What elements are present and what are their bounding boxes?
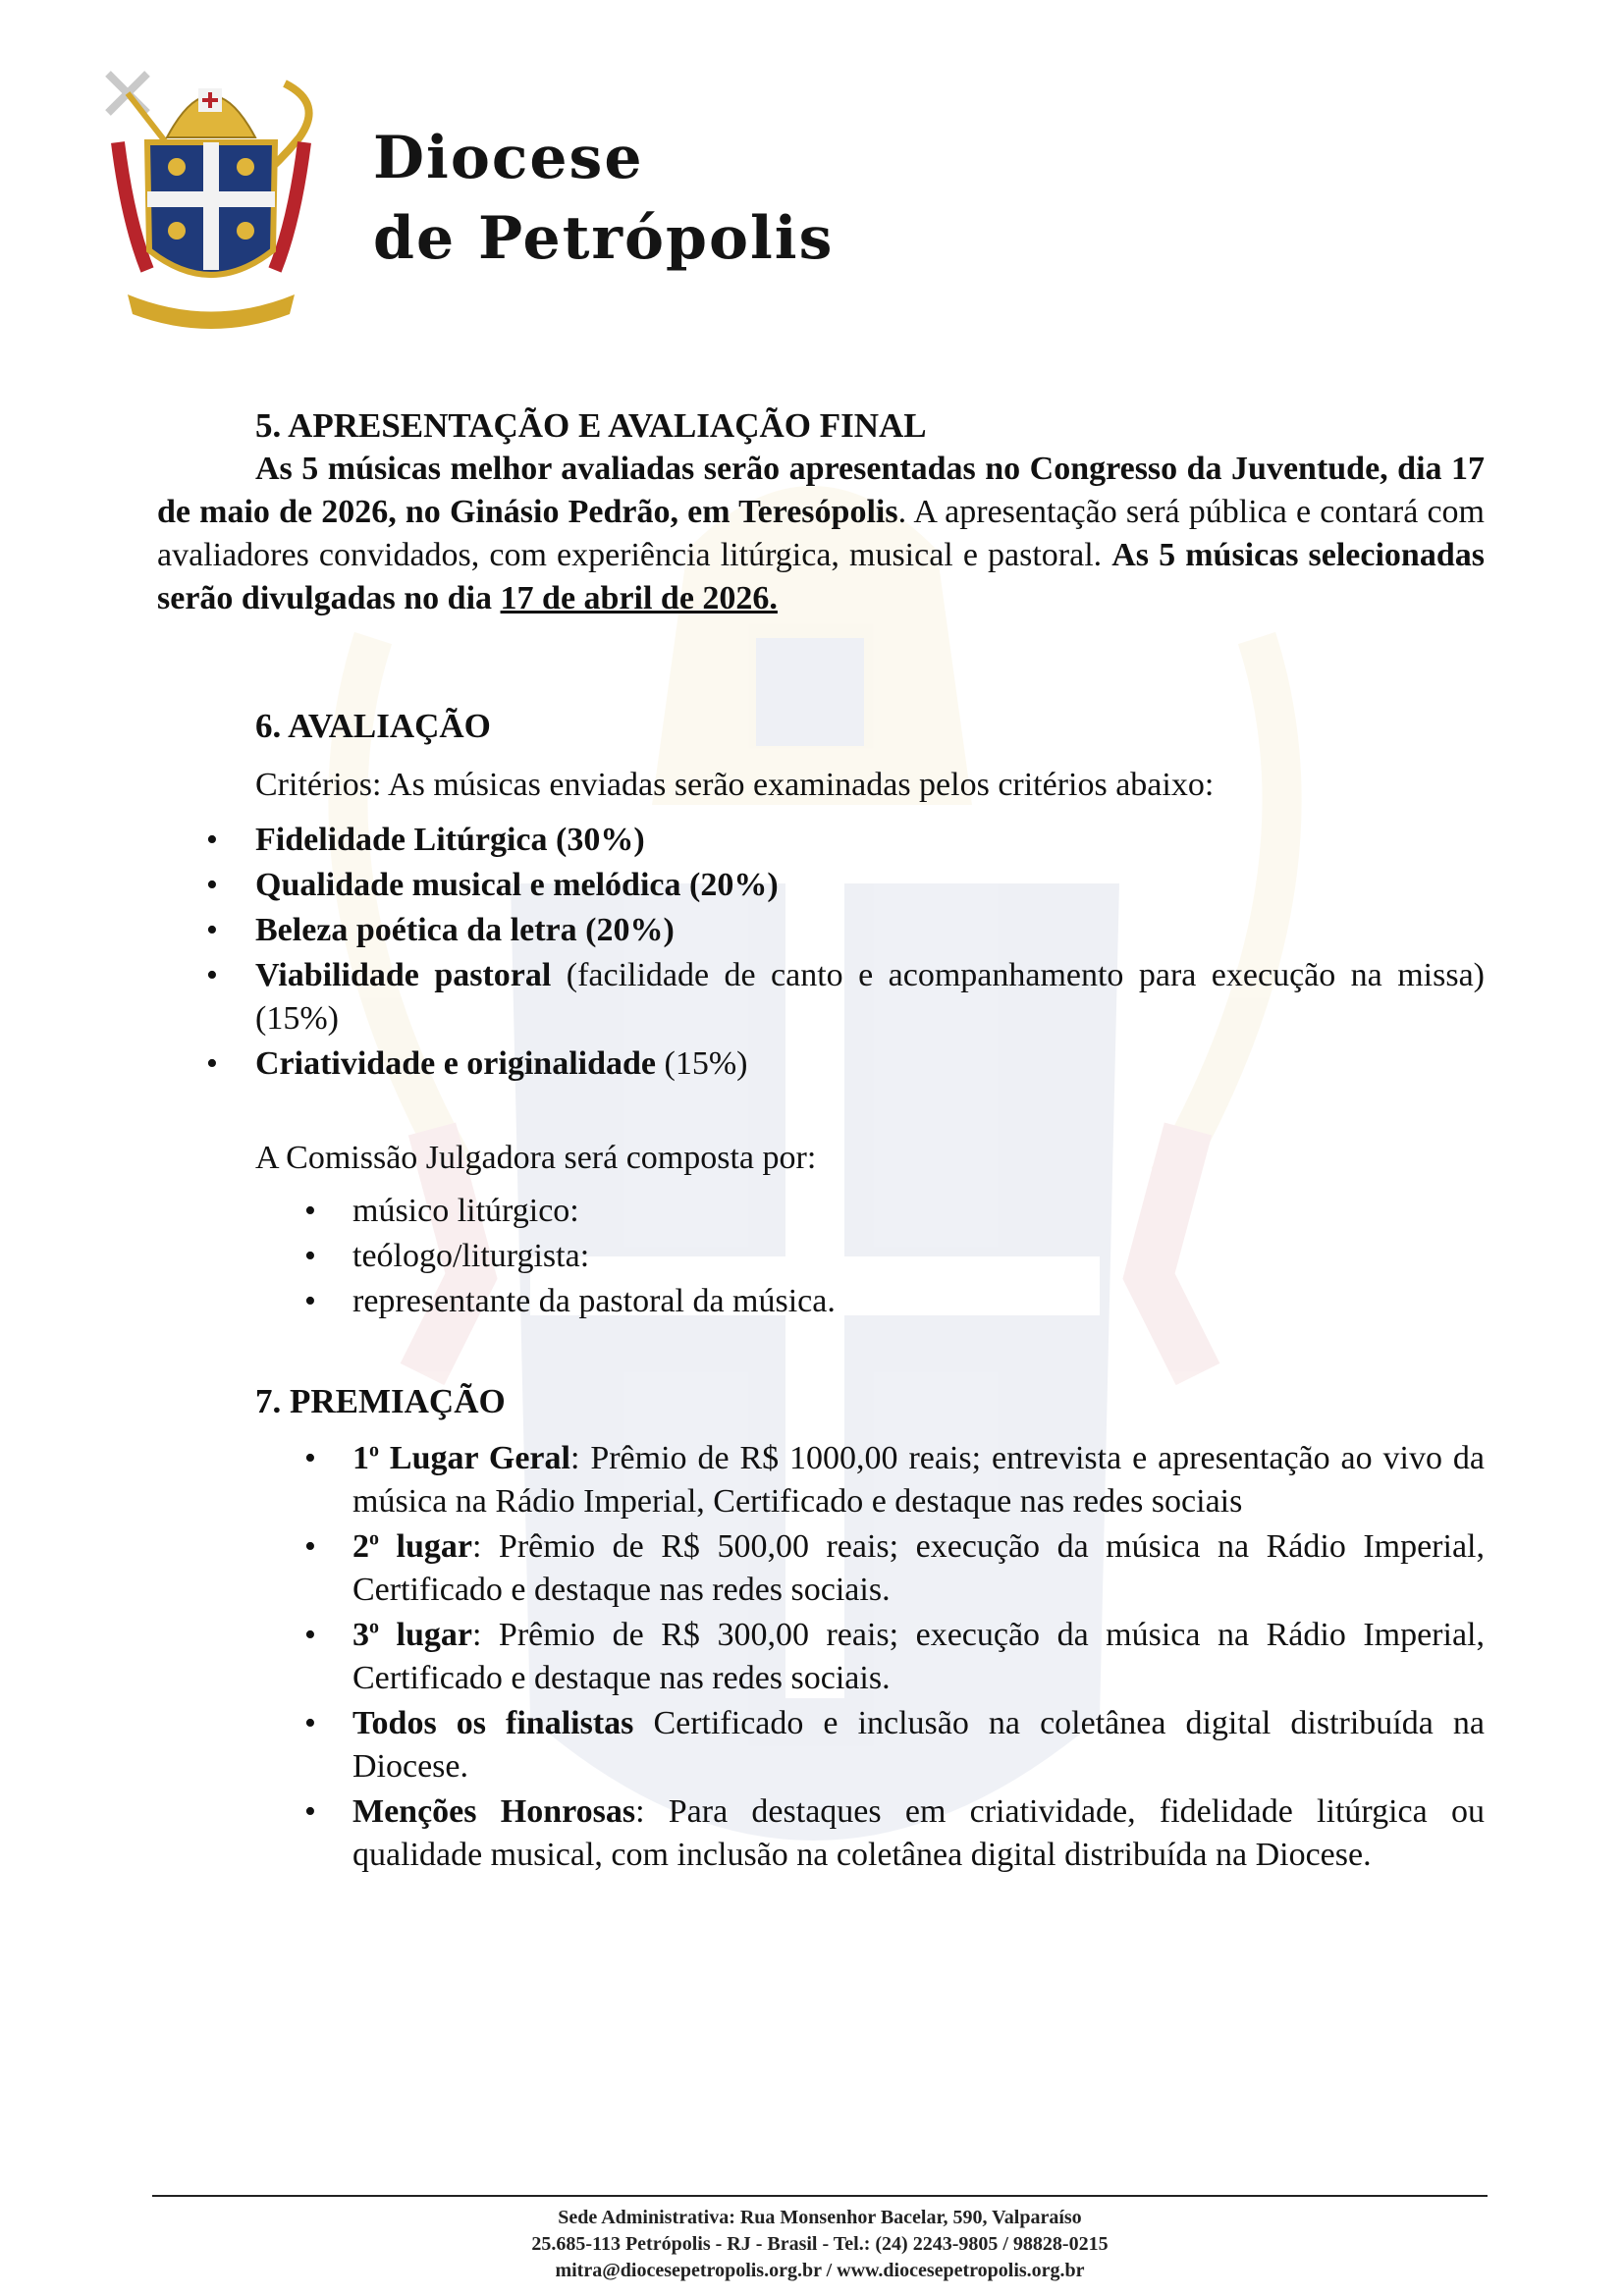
commission-list	[157, 1190, 1485, 1323]
criterion-detail: (facilidade de canto e acompanhamento para execução na missa) (15%)	[255, 957, 1485, 1037]
bullet-icon: •	[304, 1528, 316, 1565]
prize-rank-ordinal: o	[369, 1527, 379, 1550]
commission-intro: A Comissão Julgadora será composta por:	[255, 1140, 817, 1176]
criterion-name: Criatividade e originalidade	[255, 1045, 656, 1082]
criterion-name: Viabilidade pastoral	[255, 957, 552, 993]
prize-rank-ordinal: o	[369, 1439, 379, 1462]
prize-detail: : Para destaques em criatividade, fidelidade litúrgica ou qualidade musical, com inclusão na coletânea digital distribuída na Diocese.	[352, 1793, 1485, 1873]
list-item	[157, 1190, 1485, 1233]
bullet-icon: •	[304, 1238, 316, 1274]
diocese-name-line1: Diocese	[373, 124, 644, 192]
prize-detail: : Prêmio de R$ 500,00 reais; execução da música na Rádio Imperial, Certificado e destaque nas redes sociais.	[352, 1528, 1485, 1608]
bullet-icon: •	[206, 912, 218, 948]
bullet-icon: •	[206, 822, 218, 858]
commission-member: teólogo/liturgista:	[352, 1238, 590, 1274]
criterion-detail: (15%)	[656, 1045, 748, 1082]
list-item	[157, 1525, 1485, 1612]
list-item	[157, 1702, 1485, 1789]
prize-detail: : Prêmio de R$ 1000,00 reais; entrevista e apresentação ao vivo da música na Rádio Imperial, Certificado e destaque nas redes sociais	[352, 1440, 1485, 1520]
list-item	[157, 909, 1485, 952]
list-item	[157, 1235, 1485, 1278]
criterion-name: Fidelidade Litúrgica (30%)	[255, 822, 645, 858]
list-item	[157, 1437, 1485, 1523]
list-item	[157, 1042, 1485, 1086]
prize-rank-number: 3	[352, 1617, 369, 1653]
bullet-icon: •	[304, 1793, 316, 1830]
diocese-name	[373, 118, 834, 279]
diocese-name-line2: de Petrópolis	[373, 204, 835, 273]
prize-name: Lugar Geral	[379, 1440, 570, 1476]
bullet-icon: •	[304, 1283, 316, 1319]
footer-phone: 25.685-113 Petrópolis - RJ - Brasil - Tel.: (24) 2243-9805 / 98828-0215	[531, 2233, 1109, 2255]
criteria-intro: Critérios: As músicas enviadas serão examinadas pelos critérios abaixo:	[255, 767, 1215, 803]
document-body	[157, 404, 1485, 1879]
list-item	[157, 1614, 1485, 1700]
commission-member: músico litúrgico:	[352, 1193, 579, 1229]
prize-name: Todos os finalistas	[352, 1705, 634, 1741]
section5-bold-text: As 5 músicas melhor avaliadas serão apresentadas no Congresso da Juventude, dia 17 de maio de 2026, no Ginásio Pedrão, em Teresópolis	[157, 451, 1485, 530]
criterion-name: Qualidade musical e melódica (20%)	[255, 867, 779, 903]
list-item	[157, 1280, 1485, 1323]
list-item	[157, 1790, 1485, 1877]
bullet-icon: •	[304, 1705, 316, 1741]
prize-name: lugar	[379, 1617, 472, 1653]
criterion-name: Beleza poética da letra (20%)	[255, 912, 675, 948]
commission-member: representante da pastoral da música.	[352, 1283, 836, 1319]
prize-rank-number: 2	[352, 1528, 369, 1565]
bullet-icon: •	[304, 1193, 316, 1229]
coat-of-arms-logo	[88, 44, 334, 348]
prize-rank-ordinal: o	[369, 1616, 379, 1638]
prize-detail: Certificado e inclusão na coletânea digital distribuída na Diocese.	[352, 1705, 1485, 1785]
section6-title: 6. AVALIAÇÃO	[255, 707, 491, 745]
section5-regular-text: . A apresentação será pública e contará com avaliadores convidados, com experiência litúrgica, musical e pastoral.	[157, 494, 1485, 573]
bullet-icon: •	[206, 1045, 218, 1082]
criteria-list	[157, 819, 1485, 1086]
section7-title: 7. PREMIAÇÃO	[255, 1382, 506, 1420]
section5-title: 5. APRESENTAÇÃO E AVALIAÇÃO FINAL	[255, 406, 927, 445]
section5-announcement-date: 17 de abril de 2026.	[500, 580, 778, 616]
section5-announcement-text: As 5 músicas selecionadas serão divulgadas no dia	[157, 537, 1485, 616]
bullet-icon: •	[206, 957, 218, 993]
section5-paragraph	[157, 448, 1485, 620]
bullet-icon: •	[304, 1617, 316, 1653]
prize-detail: : Prêmio de R$ 300,00 reais; execução da música na Rádio Imperial, Certificado e destaque nas redes sociais.	[352, 1617, 1485, 1696]
prize-rank-number: 1	[352, 1440, 369, 1476]
list-item	[157, 954, 1485, 1041]
list-item	[157, 864, 1485, 907]
footer-contact: mitra@diocesepetropolis.org.br / www.diocesepetropolis.org.br	[555, 2260, 1085, 2281]
prize-name: lugar	[379, 1528, 472, 1565]
bullet-icon: •	[206, 867, 218, 903]
list-item	[157, 819, 1485, 862]
footer	[152, 2205, 1488, 2284]
prize-list	[157, 1437, 1485, 1877]
bullet-icon: •	[304, 1440, 316, 1476]
footer-address: Sede Administrativa: Rua Monsenhor Bacelar, 590, Valparaíso	[558, 2207, 1082, 2228]
footer-divider	[152, 2195, 1488, 2197]
prize-name: Menções Honrosas	[352, 1793, 636, 1830]
